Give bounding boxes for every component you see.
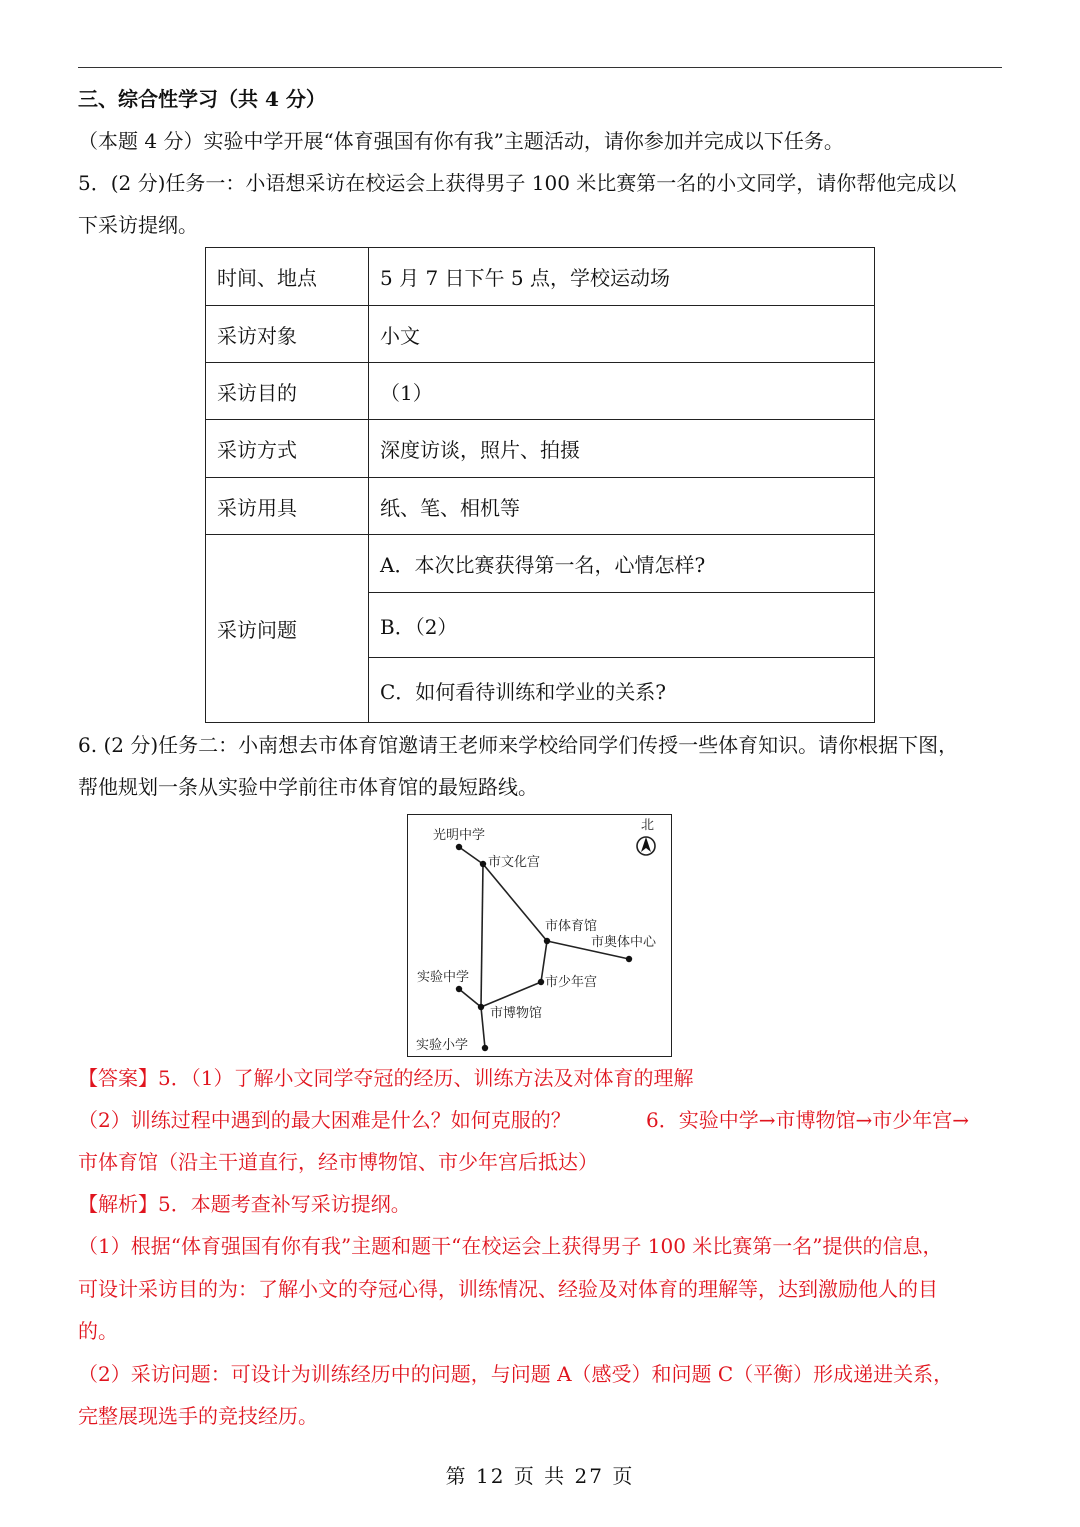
questions-label: 采访问题	[206, 535, 369, 723]
road-guangming-wenhua	[459, 847, 483, 864]
analysis-line3: 可设计采访目的为：了解小文的夺冠心得，训练情况、经验及对体育的理解等，达到激励他人的目	[78, 1277, 938, 1301]
analysis-line2: （1）根据“体育强国有你有我”主题和题干“在校运会上获得男子 100 米比赛第一名”提供的信息，	[78, 1234, 943, 1258]
place-dot	[456, 986, 462, 992]
question-a: A．本次比赛获得第一名，心情怎样?	[369, 535, 875, 593]
row-value: 深度访谈，照片、拍摄	[369, 420, 875, 478]
road-wenhua-tiyu	[483, 864, 547, 941]
analysis-line4: 的。	[78, 1319, 118, 1343]
row-label: 采访目的	[206, 363, 369, 420]
table-row	[206, 535, 875, 593]
interview-outline-table	[205, 247, 875, 723]
row-label: 采访方式	[206, 420, 369, 478]
place-dot	[456, 844, 462, 850]
place-dot	[480, 861, 486, 867]
place-dot	[482, 1045, 488, 1051]
place-shiyan-middle: 实验中学	[417, 970, 470, 985]
top-rule	[78, 67, 1002, 68]
q6-text-line2: 帮他规划一条从实验中学前往市体育馆的最短路线。	[78, 775, 538, 799]
intro-text: （本题 4 分）实验中学开展“体育强国有你有我”主题活动，请你参加并完成以下任务。	[78, 129, 844, 153]
question-b: B．（2）	[369, 593, 875, 658]
row-label: 采访对象	[206, 306, 369, 363]
row-label: 时间、地点	[206, 248, 369, 306]
section-heading: 三、综合性学习（共 4 分）	[78, 87, 326, 111]
road-shiyan-bowu	[459, 989, 481, 1007]
q5-text-line1: 5．(2 分)任务一：小语想采访在校运会上获得男子 100 米比赛第一名的小文同学，请你帮他完成以	[78, 171, 957, 195]
answer-line2b: 6．实验中学→市博物馆→市少年宫→	[646, 1108, 969, 1132]
table-row	[206, 420, 875, 478]
table-row	[206, 478, 875, 535]
q5-text-line2: 下采访提纲。	[78, 213, 198, 237]
road-wenhua-bowu	[481, 864, 483, 1007]
table-row	[206, 248, 875, 306]
road-shaonian-bowu	[481, 982, 541, 1007]
table-row	[206, 306, 875, 363]
place-dot	[544, 938, 550, 944]
compass-icon	[637, 837, 655, 855]
row-value: 纸、笔、相机等	[369, 478, 875, 535]
answer-line2a: （2）训练过程中遇到的最大困难是什么？如何克服的？	[78, 1108, 571, 1132]
row-value: （1）	[369, 363, 875, 420]
north-label: 北	[641, 818, 655, 833]
analysis-line5: （2）采访问题：可设计为训练经历中的问题，与问题 A（感受）和问题 C（平衡）形成递进关系，	[78, 1362, 954, 1386]
row-label: 采访用具	[206, 478, 369, 535]
place-guangming: 光明中学	[433, 828, 486, 843]
row-value: 小文	[369, 306, 875, 363]
place-aoti: 市奥体中心	[591, 935, 657, 950]
place-dot	[538, 979, 544, 985]
place-shaonian: 市少年宫	[545, 975, 598, 990]
analysis-line6: 完整展现选手的竞技经历。	[78, 1404, 318, 1428]
q6-text-line1: 6. (2 分)任务二：小南想去市体育馆邀请王老师来学校给同学们传授一些体育知识。请你根据下图，	[78, 733, 959, 757]
place-dot	[626, 956, 632, 962]
place-shiyan-primary: 实验小学	[416, 1038, 469, 1053]
place-bowu: 市博物馆	[490, 1006, 543, 1021]
analysis-line1: 【解析】5．本题考查补写采访提纲。	[78, 1192, 411, 1216]
table-row	[206, 363, 875, 420]
route-map	[407, 814, 672, 1057]
place-tiyu: 市体育馆	[545, 919, 598, 934]
place-dot	[478, 1004, 484, 1010]
answer-line3: 市体育馆（沿主干道直行，经市博物馆、市少年宫后抵达）	[78, 1150, 598, 1174]
road-bowu-primary	[481, 1007, 485, 1048]
row-value: 5 月 7 日下午 5 点，学校运动场	[369, 248, 875, 306]
page-footer: 第 12 页 共 27 页	[445, 1464, 635, 1488]
question-c: C．如何看待训练和学业的关系?	[369, 658, 875, 723]
place-wenhua: 市文化宫	[488, 855, 541, 870]
answer-line1: 【答案】5．（1）了解小文同学夺冠的经历、训练方法及对体育的理解	[78, 1066, 694, 1090]
